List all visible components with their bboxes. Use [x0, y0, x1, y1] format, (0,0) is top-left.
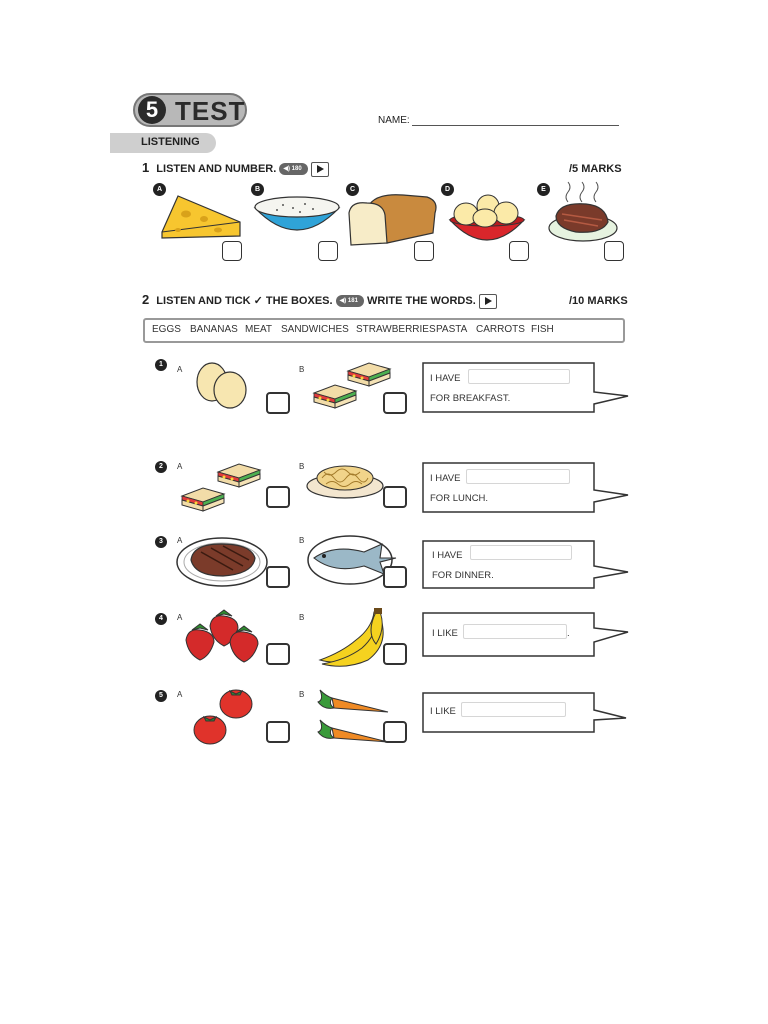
answer-field[interactable]: [466, 469, 570, 484]
exercise-instruction: LISTEN AND TICK ✓ THE BOXES.: [156, 295, 333, 307]
answer-box[interactable]: [414, 241, 434, 261]
tick-box-b[interactable]: [383, 486, 407, 508]
tick-box-b[interactable]: [383, 392, 407, 414]
row-number: 5: [155, 690, 167, 702]
tick-box-a[interactable]: [266, 392, 290, 414]
exercise-instruction-2: WRITE THE WORDS.: [367, 295, 476, 307]
option-a-label: A: [177, 462, 183, 471]
audio-track-badge[interactable]: [279, 163, 307, 175]
exercise-instruction: LISTEN AND NUMBER.: [156, 163, 277, 175]
carrots-icon: [316, 684, 392, 748]
bread-icon: [347, 191, 439, 247]
test-number: 5: [138, 96, 166, 124]
prompt-text: I LIKE: [430, 706, 456, 717]
tick-box-a[interactable]: [266, 566, 290, 588]
word-bank-item: PASTA: [436, 324, 468, 335]
cheese-icon: [156, 192, 244, 242]
eggs-icon: [192, 360, 256, 410]
option-a-label: A: [177, 365, 183, 374]
test-badge: [133, 93, 247, 127]
exercise-number: 2: [142, 292, 150, 307]
option-a-label: A: [177, 613, 183, 622]
strawberries-icon: [182, 608, 266, 664]
prompt-line-2: FOR DINNER.: [432, 570, 494, 581]
word-bank: [143, 318, 625, 343]
prompt-text: I HAVE: [430, 473, 461, 484]
exercise-number: 1: [142, 160, 150, 175]
name-label: NAME:: [378, 115, 410, 126]
word-bank-item: EGGS: [152, 324, 181, 335]
row-number: 3: [155, 536, 167, 548]
exercise-1-marks: /5 MARKS: [569, 163, 622, 175]
test-title: TEST: [175, 96, 246, 126]
word-bank-item: STRAWBERRIES: [356, 324, 436, 335]
row-number: 4: [155, 613, 167, 625]
word-bank-item: CARROTS: [476, 324, 525, 335]
prompt-line-2: FOR BREAKFAST.: [430, 393, 511, 404]
exercise-1-title: [142, 160, 329, 177]
tick-box-a[interactable]: [266, 643, 290, 665]
option-a-label: A: [177, 690, 183, 699]
letter-label: D: [441, 183, 454, 196]
option-a-label: A: [177, 536, 183, 545]
answer-field[interactable]: [470, 545, 572, 560]
option-b-label: B: [299, 365, 305, 374]
row-number: 1: [155, 359, 167, 371]
tick-box-a[interactable]: [266, 721, 290, 743]
option-b-label: B: [299, 613, 305, 622]
option-b-label: B: [299, 462, 305, 471]
pasta-icon: [304, 456, 386, 502]
play-button[interactable]: [479, 294, 497, 309]
exercise-2-title: [142, 292, 497, 309]
prompt-text: I HAVE: [432, 550, 463, 561]
answer-field[interactable]: [468, 369, 570, 384]
section-label: LISTENING: [141, 136, 200, 148]
rice-bowl-icon: [253, 190, 341, 248]
letter-label: E: [537, 183, 550, 196]
name-field[interactable]: [412, 125, 619, 126]
word-bank-item: SANDWICHES: [281, 324, 349, 335]
speaker-icon: ◀): [339, 298, 347, 305]
answer-box[interactable]: [509, 241, 529, 261]
row-number: 2: [155, 461, 167, 473]
play-button[interactable]: [311, 162, 329, 177]
word-bank-item: BANANAS: [190, 324, 238, 335]
sandwiches-icon: [178, 458, 268, 516]
speaker-icon: ◀): [283, 166, 290, 173]
audio-track-number: 181: [347, 298, 358, 305]
audio-track-number: 180: [291, 166, 302, 173]
word-bank-item: MEAT: [245, 324, 273, 335]
answer-box[interactable]: [604, 241, 624, 261]
prompt-suffix: .: [567, 628, 570, 639]
prompt-text: I LIKE: [432, 628, 458, 639]
tick-box-b[interactable]: [383, 721, 407, 743]
word-bank-item: FISH: [531, 324, 554, 335]
audio-track-badge[interactable]: [336, 295, 364, 307]
tick-box-a[interactable]: [266, 486, 290, 508]
bananas-icon: [316, 608, 390, 668]
letter-label: C: [346, 183, 359, 196]
exercise-2-marks: /10 MARKS: [569, 295, 628, 307]
tomatoes-icon: [190, 686, 258, 746]
letter-label: A: [153, 183, 166, 196]
option-b-label: B: [299, 536, 305, 545]
roast-meat-icon: [546, 180, 620, 246]
tick-box-b[interactable]: [383, 566, 407, 588]
steak-icon: [175, 532, 269, 588]
answer-field[interactable]: [463, 624, 567, 639]
section-banner: [110, 133, 216, 153]
prompt-text: I HAVE: [430, 373, 461, 384]
prompt-line-2: FOR LUNCH.: [430, 493, 489, 504]
answer-box[interactable]: [222, 241, 242, 261]
answer-field[interactable]: [461, 702, 566, 717]
option-b-label: B: [299, 690, 305, 699]
tick-box-b[interactable]: [383, 643, 407, 665]
answer-box[interactable]: [318, 241, 338, 261]
letter-label: B: [251, 183, 264, 196]
